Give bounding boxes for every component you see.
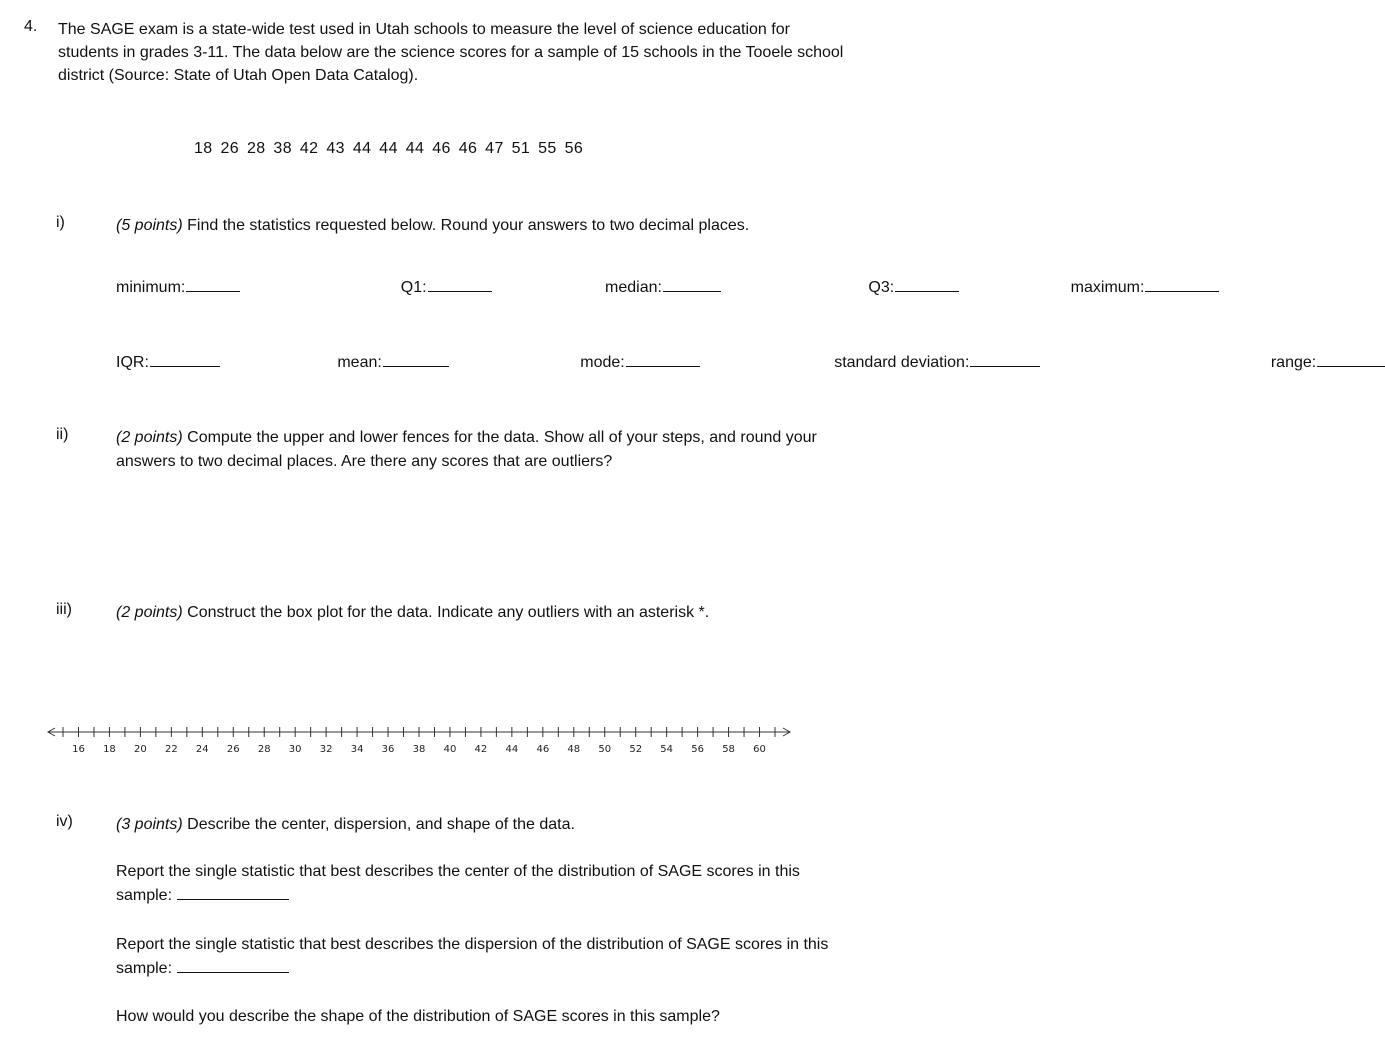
number-line (0, 722, 853, 762)
part-iii-points: (2 points) (116, 604, 183, 621)
minimum-blank[interactable] (186, 277, 240, 292)
data-value: 46 (432, 140, 451, 157)
shape-prompt: How would you describe the shape of the distribution of SAGE scores in this sample? (116, 1008, 720, 1025)
tick-label: 36 (381, 744, 395, 755)
dispersion-prompt-text: Report the single statistic that best describes the dispersion of the distribution of SAGE scores in this sample: (116, 936, 829, 977)
dispersion-answer-blank[interactable] (177, 958, 289, 973)
q1-field[interactable] (401, 277, 492, 297)
part-ii-points: (2 points) (116, 429, 183, 446)
maximum-field[interactable] (1071, 277, 1220, 297)
q3-blank[interactable] (895, 277, 959, 292)
part-iii-text: Construct the box plot for the data. Indicate any outliers with an asterisk *. (182, 604, 710, 621)
tick-label: 40 (443, 744, 457, 755)
tick-label: 58 (722, 744, 735, 755)
part-iv-label: iv) (56, 813, 73, 830)
tick-label: 56 (691, 744, 704, 755)
part-ii-instructions (116, 426, 841, 474)
range-label: range: (1270, 354, 1317, 371)
data-value: 18 (194, 140, 213, 157)
part-i-points: (5 points) (116, 217, 183, 234)
mean-label: mean: (337, 354, 382, 371)
part-ii-label: ii) (56, 426, 69, 443)
standard-deviation-label: standard deviation: (834, 354, 970, 371)
maximum-blank[interactable] (1145, 277, 1219, 292)
data-value: 56 (564, 140, 584, 157)
tick-label: 38 (412, 744, 426, 755)
tick-label: 22 (164, 744, 178, 755)
tick-label: 30 (288, 744, 302, 755)
data-value: 55 (538, 140, 557, 157)
center-prompt (116, 860, 841, 908)
question-number: 4. (24, 18, 38, 35)
minimum-field[interactable] (116, 277, 240, 297)
median-label: median: (605, 279, 662, 296)
iqr-blank[interactable] (150, 352, 220, 367)
tick-label: 42 (474, 744, 488, 755)
tick-label: 20 (134, 744, 147, 755)
mode-blank[interactable] (626, 352, 700, 367)
tick-label: 28 (257, 744, 271, 755)
tick-label: 34 (350, 744, 364, 755)
data-value: 28 (246, 140, 266, 157)
part-iv-points: (3 points) (116, 816, 183, 833)
data-values (194, 140, 583, 158)
part-iv-text: Describe the center, dispersion, and shape of the data. (182, 816, 575, 833)
mean-field[interactable] (337, 352, 448, 372)
median-field[interactable] (605, 277, 721, 297)
stats-row-2 (116, 352, 1317, 372)
part-iii-instructions (116, 601, 841, 625)
tick-label: 26 (226, 744, 240, 755)
data-value: 42 (299, 140, 319, 157)
mode-field[interactable] (580, 352, 699, 372)
mean-blank[interactable] (383, 352, 449, 367)
median-blank[interactable] (663, 277, 721, 292)
q1-blank[interactable] (428, 277, 492, 292)
tick-label: 50 (598, 744, 612, 755)
data-value: 46 (458, 140, 478, 157)
dispersion-prompt (116, 933, 841, 981)
tick-label: 60 (753, 744, 766, 755)
tick-label: 24 (195, 744, 209, 755)
standard-deviation-field[interactable] (834, 352, 1040, 372)
number-line-axis (0, 722, 853, 762)
question-intro: The SAGE exam is a state-wide test used in Utah schools to measure the level of science education for students in grades 3-11. The data below are the science scores for a sample of 15 schools in the Tooele school district (Source: State of Utah Open Data Catalog). (58, 21, 844, 84)
q3-field[interactable] (868, 277, 959, 297)
q3-label: Q3: (868, 279, 895, 296)
data-value: 43 (326, 140, 345, 157)
range-blank[interactable] (1317, 352, 1385, 367)
tick-label: 54 (660, 744, 674, 755)
part-iv-instructions (116, 813, 841, 837)
data-value: 44 (405, 140, 425, 157)
part-iii-label: iii) (56, 601, 72, 618)
part-ii-text: Compute the upper and lower fences for the data. Show all of your steps, and round your answers to two decimal places. Are there any scores that are outliers? (116, 429, 817, 470)
iqr-label: IQR: (116, 354, 149, 371)
tick-label: 52 (629, 744, 643, 755)
tick-label: 16 (72, 744, 85, 755)
part-i-label: i) (56, 214, 65, 231)
stats-row-1 (116, 277, 1145, 297)
part-i-instructions (116, 214, 841, 238)
iqr-field[interactable] (116, 352, 220, 372)
maximum-label: maximum: (1070, 279, 1145, 296)
standard-deviation-blank[interactable] (970, 352, 1040, 367)
tick-label: 44 (505, 744, 519, 755)
data-value: 44 (352, 140, 372, 157)
center-answer-blank[interactable] (177, 885, 289, 900)
tick-label: 48 (567, 744, 581, 755)
data-value: 44 (379, 140, 398, 157)
tick-label: 46 (536, 744, 550, 755)
data-value: 51 (511, 140, 531, 157)
center-prompt-text: Report the single statistic that best describes the center of the distribution of SAGE scores in this sample: (116, 863, 800, 904)
mode-label: mode: (580, 354, 625, 371)
tick-label: 32 (319, 744, 333, 755)
data-value: 26 (220, 140, 240, 157)
q1-label: Q1: (400, 279, 427, 296)
part-i-text: Find the statistics requested below. Round your answers to two decimal places. (182, 217, 750, 234)
minimum-label: minimum: (116, 279, 186, 296)
data-value: 47 (485, 140, 504, 157)
range-field[interactable] (1271, 352, 1385, 372)
data-value: 38 (273, 140, 293, 157)
tick-label: 18 (103, 744, 116, 755)
